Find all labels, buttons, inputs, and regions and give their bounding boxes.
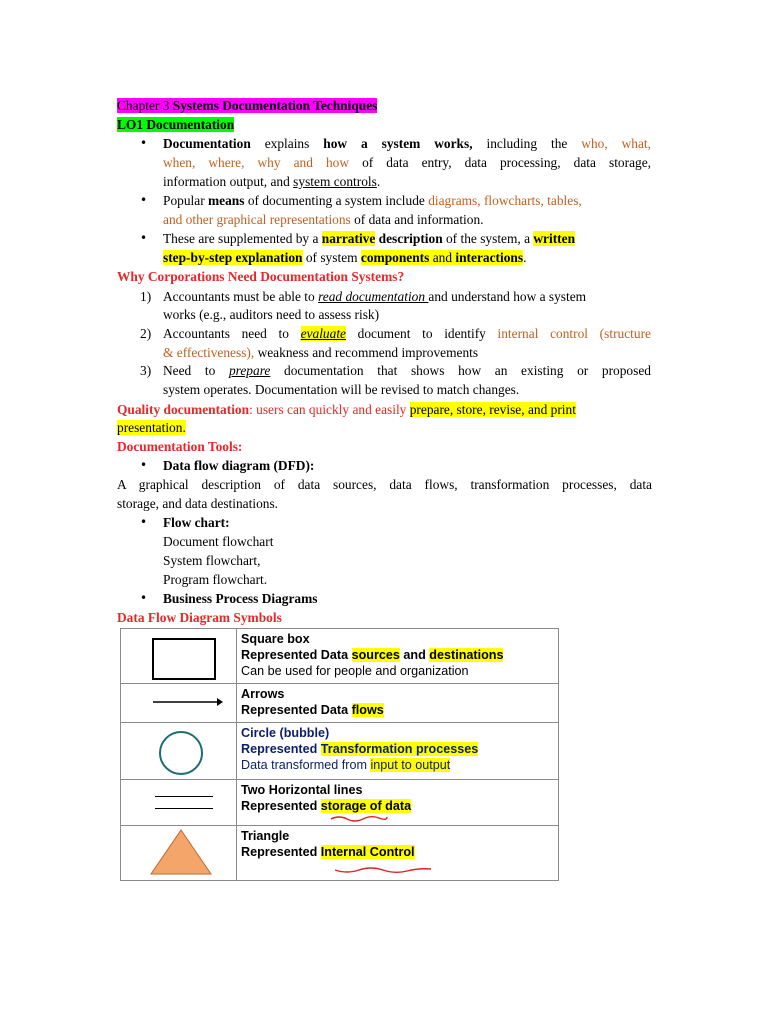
why-item1-line2: works (e.g., auditors need to assess risk) <box>163 307 380 322</box>
quality-text: : users can quickly and easily <box>249 402 410 417</box>
list-number: 2) <box>140 326 152 341</box>
lo1-label: LO1 Documentation <box>117 117 235 132</box>
bullet-icon: • <box>140 458 148 472</box>
why2-f: weakness and recommend improvements <box>254 345 479 360</box>
arrow-icon <box>153 697 223 707</box>
symbol-cell <box>121 629 237 683</box>
quality-line2 <box>117 418 657 437</box>
desc-highlight: Transformation processes <box>320 742 479 756</box>
bullet3-written: written <box>533 231 576 246</box>
quality-line1 <box>117 400 652 419</box>
why2-c: document to identify <box>345 326 498 341</box>
why-heading: Why Corporations Need Documentation Systems? <box>117 269 405 284</box>
bullet2-orange2: and other graphical representations <box>163 212 351 227</box>
why1-a: Accountants must be able to <box>163 289 319 304</box>
table-row <box>121 629 558 684</box>
bullet-icon: • <box>140 515 148 529</box>
desc-text: Represented <box>241 799 321 813</box>
symbol-cell <box>121 684 237 722</box>
desc-text: Represented <box>241 845 321 859</box>
desc-text: and <box>399 648 430 662</box>
bullet-icon: • <box>140 591 148 605</box>
desc-highlight: sources <box>351 648 400 662</box>
symbols-heading: Data Flow Diagram Symbols <box>117 610 282 625</box>
table-row <box>121 780 558 826</box>
why2-d: internal control (structure <box>497 326 651 341</box>
square-box-icon <box>152 638 216 680</box>
bullet1-term: Documentation <box>163 136 251 151</box>
bpd-title: Business Process Diagrams <box>163 591 318 606</box>
tools-heading: Documentation Tools: <box>117 439 243 454</box>
bullet3-line2 <box>163 248 651 267</box>
chapter-heading <box>117 96 657 115</box>
storage-lines-icon <box>155 796 213 809</box>
symbol-cell <box>121 826 237 880</box>
dfd-desc-line2: storage, and data destinations. <box>117 496 279 511</box>
chapter-title: Systems Documentation Techniques <box>172 98 378 113</box>
symbol-desc <box>241 647 503 663</box>
note-highlight: input to output <box>370 758 451 772</box>
lo1-heading <box>117 115 657 134</box>
bullet3-description: description <box>375 231 443 246</box>
quality-label: Quality documentation <box>117 402 250 417</box>
flow-title: Flow chart: <box>163 515 230 530</box>
bullet1-underlined: system controls <box>293 174 377 189</box>
bullet1-text3: of data entry, data processing, data storage, <box>349 155 651 170</box>
why-item3-line2: system operates. Documentation will be revised to match changes. <box>163 382 520 397</box>
desc-text: Represented Data <box>241 703 352 717</box>
symbol-cell <box>121 780 237 825</box>
symbol-desc <box>241 798 411 814</box>
why-item2-line2 <box>163 343 651 362</box>
list-number: 1) <box>140 289 152 304</box>
desc-highlight: storage of data <box>320 799 412 813</box>
table-row <box>121 826 558 880</box>
why3-c: documentation that shows how an existing or proposed <box>270 363 651 378</box>
bullet-icon: • <box>140 136 148 150</box>
why1-b: read documentation <box>318 289 429 304</box>
circle-icon <box>159 731 203 775</box>
underline-annotation-icon <box>333 866 433 876</box>
desc-highlight: destinations <box>429 648 504 662</box>
triangle-icon <box>150 829 212 875</box>
bullet3-text3: of system <box>302 250 361 265</box>
underline-annotation-icon <box>329 813 389 823</box>
symbol-title: Square box <box>241 632 310 646</box>
bullet3-explanation: step-by-step explanation <box>163 250 303 265</box>
bullet2-text3: of data and information. <box>350 212 484 227</box>
description-cell <box>241 782 411 814</box>
bullet1-orange2: when, where, why and how <box>163 155 350 170</box>
why-item3-line1 <box>163 361 651 380</box>
desc-highlight: Internal Control <box>320 845 415 859</box>
why-item1-line1 <box>163 287 651 306</box>
flow-item: System flowchart, <box>163 553 261 568</box>
bullet1-line1 <box>163 134 651 153</box>
bullet3-interactions: interactions <box>455 250 524 265</box>
bullet3-narrative: narrative <box>321 231 376 246</box>
bullet2-line2 <box>163 210 651 229</box>
flow-item: Document flowchart <box>163 534 274 549</box>
bullet3-text: These are supplemented by a <box>163 231 322 246</box>
bullet3-period: . <box>523 250 527 265</box>
bullet2-strong: means <box>208 193 245 208</box>
bullet3-components: components <box>360 250 430 265</box>
bullet1-line2 <box>163 153 651 172</box>
quality-hl2: presentation. <box>117 420 186 435</box>
why3-a: Need to <box>163 363 229 378</box>
symbol-note: Can be used for people and organization <box>241 664 469 678</box>
symbol-title: Two Horizontal lines <box>241 783 363 797</box>
bullet2-orange1: diagrams, flowcharts, tables, <box>428 193 582 208</box>
flow-item: Program flowchart. <box>163 572 268 587</box>
why-item2-line1 <box>163 324 651 343</box>
bullet1-line3 <box>163 172 651 191</box>
why3-b: prepare <box>228 363 271 378</box>
why2-a: Accountants need to <box>163 326 301 341</box>
bullet3-text2: of the system, a <box>442 231 534 246</box>
symbol-note <box>241 757 478 773</box>
symbols-table <box>120 628 559 881</box>
bullet1-text2: including the <box>472 136 582 151</box>
why2-b: evaluate <box>300 326 346 341</box>
description-cell <box>241 631 503 679</box>
bullet-icon: • <box>140 231 148 245</box>
symbol-title: Arrows <box>241 687 285 701</box>
desc-highlight: flows <box>351 703 384 717</box>
bullet1-period: . <box>376 174 381 189</box>
dfd-desc-line1: A graphical description of data sources, data flows, transformation processes, data <box>117 477 652 492</box>
description-cell <box>241 725 478 773</box>
desc-text: Represented Data <box>241 648 352 662</box>
chapter-prefix: Chapter 3 <box>117 98 173 113</box>
why2-e: & effectiveness), <box>163 345 255 360</box>
symbol-title: Circle (bubble) <box>241 726 330 740</box>
desc-text: Represented <box>241 742 321 756</box>
bullet3-line1 <box>163 229 651 248</box>
why1-c: and understand how a system <box>428 289 587 304</box>
quality-hl1: prepare, store, revise, and print <box>409 402 576 417</box>
description-cell <box>241 828 415 860</box>
table-row <box>121 684 558 723</box>
bullet1-text4: information output, and <box>163 174 294 189</box>
bullet1-orange1: who, what, <box>581 136 651 151</box>
list-number: 3) <box>140 363 152 378</box>
symbol-desc <box>241 702 384 718</box>
bullet1-text: explains <box>250 136 324 151</box>
bullet-icon: • <box>140 193 148 207</box>
table-row <box>121 723 558 780</box>
symbol-desc <box>241 844 415 860</box>
dfd-title: Data flow diagram (DFD): <box>163 458 315 473</box>
bullet2-text2: of documenting a system include <box>244 193 429 208</box>
bullet2-text: Popular <box>163 193 209 208</box>
symbol-title: Triangle <box>241 829 290 843</box>
bullet3-and: and <box>429 250 456 265</box>
symbol-desc <box>241 741 478 757</box>
note-text: Data transformed from <box>241 758 371 772</box>
symbol-cell <box>121 723 237 779</box>
bullet2-line1 <box>163 191 651 210</box>
description-cell <box>241 686 384 718</box>
bullet1-strong: how a system works, <box>323 136 473 151</box>
